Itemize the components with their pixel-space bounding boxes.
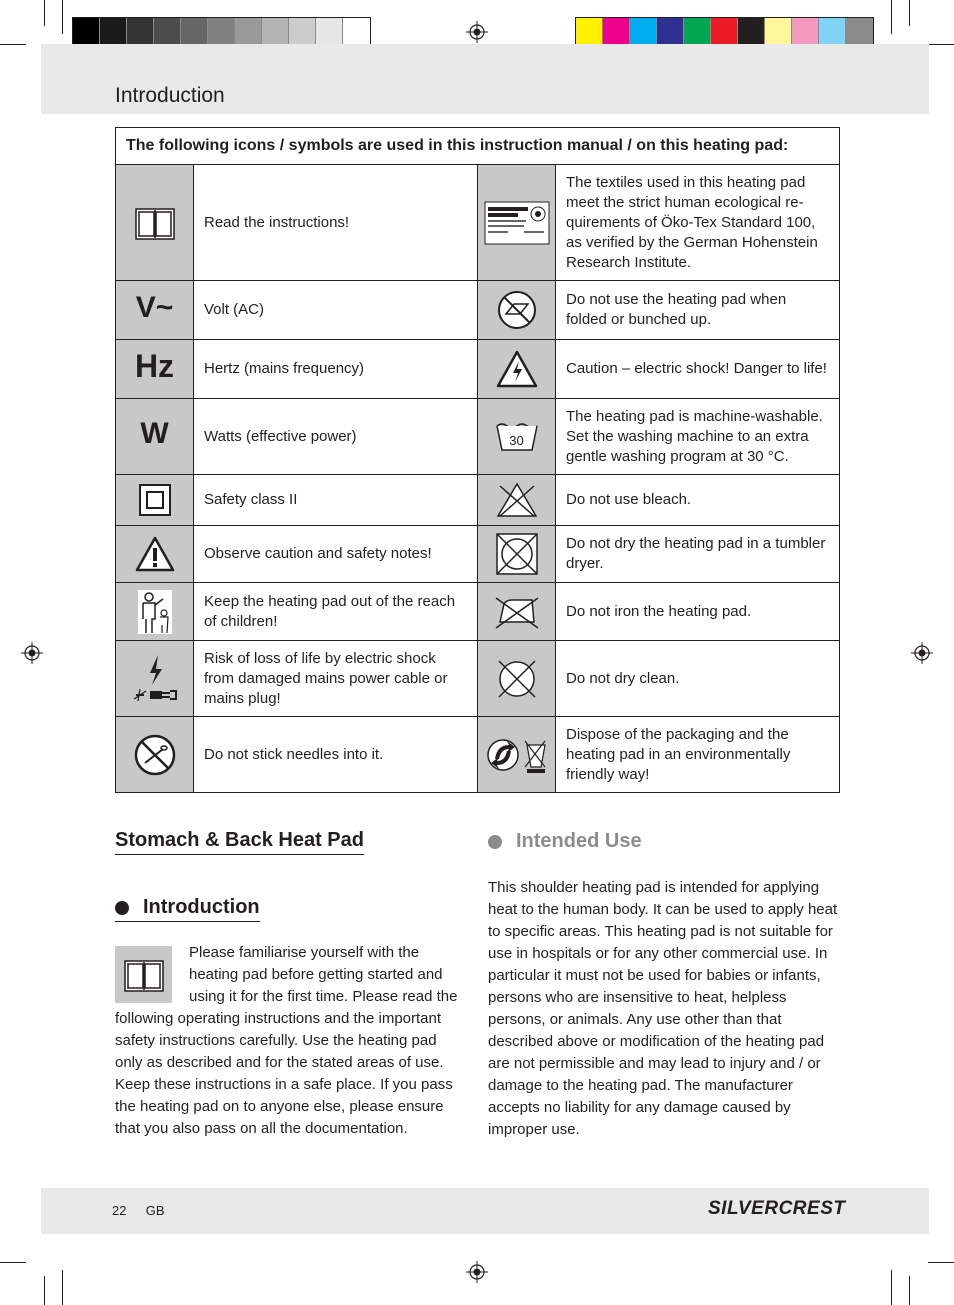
symbol-description: Do not use the heating pad when folded or bunched up. bbox=[556, 281, 840, 340]
color-swatch bbox=[154, 18, 181, 46]
symbol-description: Safety class II bbox=[194, 475, 478, 526]
crop-mark bbox=[891, 1270, 892, 1305]
symbol-description: Dispose of the packaging and the heating pad in an environmentally friendly way! bbox=[556, 717, 840, 793]
no-tumble-dry-icon bbox=[478, 526, 556, 583]
brand-logo: SILVERCREST bbox=[708, 1198, 846, 1219]
color-swatch bbox=[711, 18, 738, 46]
color-swatch bbox=[181, 18, 208, 46]
table-row bbox=[116, 399, 840, 475]
color-swatch bbox=[765, 18, 792, 46]
table-caption: The following icons / symbols are used in this instruction manual / on this heating pad: bbox=[116, 128, 840, 165]
no-bleach-icon bbox=[478, 475, 556, 526]
symbol-description: The textiles used in this heating pad meet the strict human ecological re-quirements of Öko-Tex Standard 100, as verified by the German Hohenstein Research Institute. bbox=[556, 165, 840, 281]
crop-mark bbox=[62, 1270, 63, 1305]
color-swatch bbox=[343, 18, 370, 46]
no-dry-clean-icon bbox=[478, 641, 556, 717]
color-swatch bbox=[819, 18, 846, 46]
color-swatch bbox=[208, 18, 235, 46]
recycle-disposal-icon bbox=[478, 717, 556, 793]
document-title: Stomach & Back Heat Pad bbox=[115, 829, 364, 855]
volt-ac-label: V~ bbox=[135, 290, 174, 324]
page-title: Introduction bbox=[115, 84, 225, 107]
symbol-description: Observe caution and safety notes! bbox=[194, 526, 478, 583]
color-swatch bbox=[235, 18, 262, 46]
color-swatch bbox=[684, 18, 711, 46]
color-swatch bbox=[262, 18, 289, 46]
crop-mark bbox=[0, 44, 26, 45]
introduction-text bbox=[115, 942, 467, 1140]
safety-class-ii-icon bbox=[116, 475, 194, 526]
keep-away-children-icon bbox=[116, 583, 194, 641]
wash-30-icon bbox=[478, 399, 556, 475]
symbol-description: Keep the heating pad out of the reach of children! bbox=[194, 583, 478, 641]
table-row bbox=[116, 281, 840, 340]
symbol-description: Do not dry the heating pad in a tumbler dryer. bbox=[556, 526, 840, 583]
color-swatch bbox=[630, 18, 657, 46]
crop-mark bbox=[928, 44, 954, 45]
crop-mark bbox=[0, 1262, 26, 1263]
table-row bbox=[116, 340, 840, 399]
book-icon bbox=[116, 165, 194, 281]
introduction-paragraph: Please familiarise yourself with the heating pad before getting started and using it for the first time. Please read the following operating instructions and the important safety instructions carefully. Use the heating pad only as described and for the stated areas of use. Keep these instructions in a safe place. If you pass the heating pad on to anyone else, please ensure that you also pass on all the documentation. bbox=[115, 944, 458, 1137]
watt-symbol bbox=[116, 399, 194, 475]
section-heading-introduction bbox=[115, 896, 260, 922]
section-bullet-icon bbox=[115, 901, 129, 915]
table-row bbox=[116, 526, 840, 583]
crop-mark bbox=[44, 1276, 45, 1305]
intended-use-paragraph: This shoulder heating pad is intended for applying heat to the human body. It can be used to apply heat to specific areas. This heating pad is not suitable for use in hospitals or for any other commercial use. In particular it must not be used for babies or infants, persons who are insensitive to heat, helpless persons, or animals. Any use other than that described above or modification of the heating pad are not permissible and may lead to injury and / or damage to the heating pad. The manufacturer accepts no liability for any damage caused by improper use. bbox=[488, 879, 838, 1138]
crop-mark bbox=[62, 0, 63, 34]
hertz-label: Hz bbox=[134, 347, 175, 384]
crop-mark bbox=[891, 0, 892, 34]
no-needles-icon bbox=[116, 717, 194, 793]
color-swatch bbox=[792, 18, 819, 46]
page-number-value: 22 bbox=[112, 1203, 127, 1218]
no-folding-icon bbox=[478, 281, 556, 340]
table-row bbox=[116, 641, 840, 717]
symbol-description: Risk of loss of life by electric shock from damaged mains power cable or mains plug! bbox=[194, 641, 478, 717]
symbol-description: Watts (effective power) bbox=[194, 399, 478, 475]
section-heading-label: Intended Use bbox=[516, 830, 642, 852]
table-row bbox=[116, 583, 840, 641]
crop-mark bbox=[909, 1276, 910, 1305]
oeko-tex-label-icon bbox=[478, 165, 556, 281]
caution-icon bbox=[116, 526, 194, 583]
color-swatch bbox=[127, 18, 154, 46]
watt-label: W bbox=[140, 417, 169, 450]
registration-mark-icon bbox=[466, 21, 488, 43]
table-row bbox=[116, 165, 840, 281]
registration-mark-icon bbox=[21, 642, 43, 664]
color-swatch bbox=[603, 18, 630, 46]
hertz-symbol bbox=[116, 340, 194, 399]
symbol-description: Caution – electric shock! Danger to life! bbox=[556, 340, 840, 399]
crop-mark bbox=[909, 0, 910, 26]
section-bullet-icon bbox=[488, 835, 502, 849]
section-heading-intended-use bbox=[488, 830, 642, 853]
symbol-description: Do not stick needles into it. bbox=[194, 717, 478, 793]
language-code: GB bbox=[145, 1203, 165, 1218]
electric-shock-warning-icon bbox=[478, 340, 556, 399]
volt-ac-symbol bbox=[116, 281, 194, 340]
table-caption-row bbox=[116, 128, 840, 165]
color-swatch bbox=[576, 18, 603, 46]
wash-temperature-label: 30 bbox=[509, 432, 524, 448]
color-swatch bbox=[846, 18, 873, 46]
table-row bbox=[116, 475, 840, 526]
symbols-table bbox=[115, 127, 840, 793]
grayscale-color-bar bbox=[72, 17, 371, 47]
registration-mark-icon bbox=[911, 642, 933, 664]
symbol-description: Do not dry clean. bbox=[556, 641, 840, 717]
symbol-description: Volt (AC) bbox=[194, 281, 478, 340]
symbol-description: Hertz (mains frequency) bbox=[194, 340, 478, 399]
damaged-cable-icon bbox=[116, 641, 194, 717]
color-swatch bbox=[738, 18, 765, 46]
process-color-bar bbox=[575, 17, 874, 47]
table-row bbox=[116, 717, 840, 793]
color-swatch bbox=[657, 18, 684, 46]
section-heading-label: Introduction bbox=[143, 896, 260, 918]
color-swatch bbox=[73, 18, 100, 46]
registration-mark-icon bbox=[466, 1261, 488, 1283]
no-iron-icon bbox=[478, 583, 556, 641]
color-swatch bbox=[100, 18, 127, 46]
crop-mark bbox=[928, 1262, 954, 1263]
symbol-description: Do not use bleach. bbox=[556, 475, 840, 526]
symbol-description: The heating pad is machine-washable. Set the washing machine to an extra gentle washing program at 30 °C. bbox=[556, 399, 840, 475]
color-swatch bbox=[289, 18, 316, 46]
page-number bbox=[112, 1203, 165, 1218]
symbol-description: Read the instructions! bbox=[194, 165, 478, 281]
color-swatch bbox=[316, 18, 343, 46]
crop-mark bbox=[44, 0, 45, 26]
symbol-description: Do not iron the heating pad. bbox=[556, 583, 840, 641]
